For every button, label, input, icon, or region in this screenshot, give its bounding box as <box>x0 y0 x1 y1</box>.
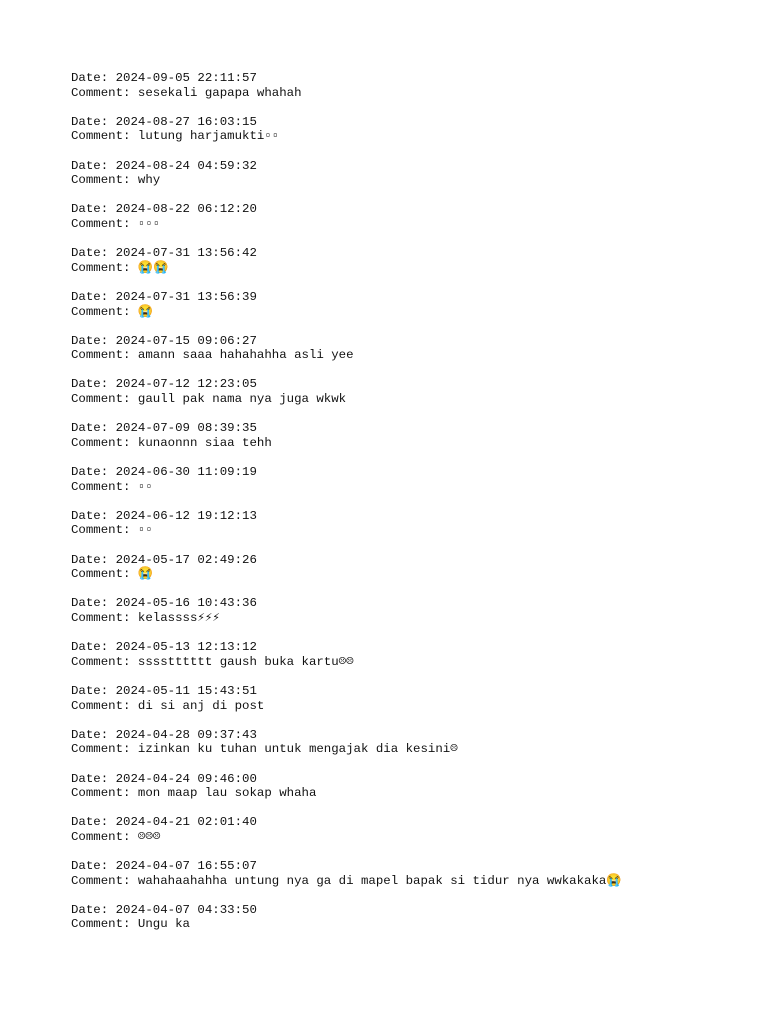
comment-label: Comment: <box>71 873 138 888</box>
comment-entry <box>71 246 751 275</box>
comment-label: Comment: <box>71 786 138 801</box>
comment-text: di si anj di post <box>137 698 265 713</box>
date-label: Date: <box>71 333 116 348</box>
date-value: 2024-04-07 04:33:50 <box>115 902 257 917</box>
date-value: 2024-06-30 11:09:19 <box>115 465 257 480</box>
entry-comment-line <box>71 129 751 144</box>
comment-text: Ungu ka <box>137 917 190 932</box>
comment-text: 😭😭 <box>137 260 169 275</box>
date-label: Date: <box>71 158 116 173</box>
comment-entry <box>71 596 751 625</box>
date-label: Date: <box>71 815 116 830</box>
comment-label: Comment: <box>71 829 138 844</box>
entry-date-line <box>71 859 751 874</box>
entry-date-line <box>71 246 751 261</box>
date-label: Date: <box>71 202 116 217</box>
date-label: Date: <box>71 508 116 523</box>
comment-entry <box>71 159 751 188</box>
comment-entry <box>71 509 751 538</box>
comment-text: kelassss⚡⚡⚡ <box>137 610 220 625</box>
date-value: 2024-08-24 04:59:32 <box>115 158 257 173</box>
comment-label: Comment: <box>71 260 138 275</box>
date-value: 2024-07-31 13:56:42 <box>115 246 257 261</box>
date-value: 2024-04-07 16:55:07 <box>115 859 257 874</box>
entry-date-line <box>71 772 751 787</box>
comment-text: ▫▫ <box>137 479 153 494</box>
entry-date-line <box>71 728 751 743</box>
date-value: 2024-05-16 10:43:36 <box>115 596 257 611</box>
date-label: Date: <box>71 596 116 611</box>
date-value: 2024-09-05 22:11:57 <box>115 71 257 85</box>
comment-label: Comment: <box>71 435 138 450</box>
comment-label: Comment: <box>71 392 138 407</box>
comment-log <box>71 71 751 947</box>
comment-text: wahahaahahha untung nya ga di mapel bapak si tidur nya wwkakaka😭 <box>137 873 622 888</box>
entry-comment-line <box>71 699 751 714</box>
comment-entry <box>71 903 751 932</box>
entry-comment-line <box>71 480 751 495</box>
entry-comment-line <box>71 830 751 845</box>
comment-label: Comment: <box>71 85 138 100</box>
entry-comment-line <box>71 436 751 451</box>
comment-label: Comment: <box>71 216 138 231</box>
comment-entry <box>71 772 751 801</box>
entry-comment-line <box>71 217 751 232</box>
comment-text: izinkan ku tuhan untuk mengajak dia kesini☹ <box>137 742 458 757</box>
comment-text: kunaonnn siaa tehh <box>137 435 272 450</box>
entry-comment-line <box>71 173 751 188</box>
date-value: 2024-05-11 15:43:51 <box>115 683 257 698</box>
entry-date-line <box>71 421 751 436</box>
date-label: Date: <box>71 377 116 392</box>
entry-date-line <box>71 202 751 217</box>
entry-date-line <box>71 159 751 174</box>
entry-comment-line <box>71 874 751 889</box>
comment-text: why <box>137 173 161 188</box>
comment-text: 😭 <box>137 567 154 582</box>
entry-comment-line <box>71 523 751 538</box>
comment-text: 😭 <box>137 304 154 319</box>
entry-date-line <box>71 640 751 655</box>
date-value: 2024-04-28 09:37:43 <box>115 727 257 742</box>
comment-text: lutung harjamukti▫▫ <box>137 129 280 144</box>
comment-entry <box>71 465 751 494</box>
entry-date-line <box>71 377 751 392</box>
comment-entry <box>71 859 751 888</box>
comment-label: Comment: <box>71 479 138 494</box>
entry-comment-line <box>71 742 751 757</box>
entry-date-line <box>71 71 751 86</box>
date-label: Date: <box>71 683 116 698</box>
entry-date-line <box>71 815 751 830</box>
comment-entry <box>71 334 751 363</box>
comment-entry <box>71 377 751 406</box>
date-value: 2024-06-12 19:12:13 <box>115 508 257 523</box>
date-value: 2024-08-22 06:12:20 <box>115 202 257 217</box>
comment-label: Comment: <box>71 742 138 757</box>
date-value: 2024-05-17 02:49:26 <box>115 552 257 567</box>
entry-date-line <box>71 596 751 611</box>
date-label: Date: <box>71 727 116 742</box>
date-value: 2024-04-21 02:01:40 <box>115 815 257 830</box>
entry-comment-line <box>71 261 751 276</box>
date-value: 2024-07-15 09:06:27 <box>115 333 257 348</box>
entry-date-line <box>71 465 751 480</box>
date-value: 2024-04-24 09:46:00 <box>115 771 257 786</box>
comment-text: ☹☹☹ <box>137 829 161 844</box>
comment-entry <box>71 115 751 144</box>
comment-entry <box>71 421 751 450</box>
entry-date-line <box>71 903 751 918</box>
comment-label: Comment: <box>71 523 138 538</box>
entry-comment-line <box>71 655 751 670</box>
comment-entry <box>71 202 751 231</box>
date-label: Date: <box>71 289 116 304</box>
comment-entry <box>71 71 751 100</box>
date-value: 2024-05-13 12:13:12 <box>115 640 257 655</box>
comment-label: Comment: <box>71 348 138 363</box>
comment-label: Comment: <box>71 567 138 582</box>
date-value: 2024-07-12 12:23:05 <box>115 377 257 392</box>
comment-entry <box>71 815 751 844</box>
comment-text: sssstttttt gaush buka kartu☹☹ <box>137 654 354 669</box>
entry-date-line <box>71 334 751 349</box>
date-label: Date: <box>71 114 116 129</box>
date-label: Date: <box>71 640 116 655</box>
date-label: Date: <box>71 552 116 567</box>
entry-comment-line <box>71 611 751 626</box>
comment-text: amann saaa hahahahha asli yee <box>137 348 354 363</box>
entry-date-line <box>71 290 751 305</box>
entry-comment-line <box>71 348 751 363</box>
comment-text: mon maap lau sokap whaha <box>137 786 317 801</box>
date-label: Date: <box>71 246 116 261</box>
date-label: Date: <box>71 421 116 436</box>
comment-text: gaull pak nama nya juga wkwk <box>137 392 347 407</box>
comment-entry <box>71 553 751 582</box>
entry-comment-line <box>71 917 751 932</box>
date-label: Date: <box>71 465 116 480</box>
date-label: Date: <box>71 902 116 917</box>
comment-entry <box>71 640 751 669</box>
comment-label: Comment: <box>71 173 138 188</box>
date-label: Date: <box>71 771 116 786</box>
date-value: 2024-07-31 13:56:39 <box>115 289 257 304</box>
comment-text: ▫▫▫ <box>137 216 161 231</box>
comment-label: Comment: <box>71 654 138 669</box>
comment-label: Comment: <box>71 129 138 144</box>
comment-label: Comment: <box>71 917 138 932</box>
comment-text: ▫▫ <box>137 523 153 538</box>
date-label: Date: <box>71 71 116 85</box>
entry-comment-line <box>71 86 751 101</box>
entry-date-line <box>71 509 751 524</box>
entry-date-line <box>71 684 751 699</box>
entry-comment-line <box>71 305 751 320</box>
comment-text: sesekali gapapa whahah <box>137 85 302 100</box>
entry-date-line <box>71 115 751 130</box>
entry-comment-line <box>71 786 751 801</box>
comment-label: Comment: <box>71 610 138 625</box>
comment-label: Comment: <box>71 698 138 713</box>
comment-entry <box>71 684 751 713</box>
date-value: 2024-07-09 08:39:35 <box>115 421 257 436</box>
comment-entry <box>71 728 751 757</box>
entry-date-line <box>71 553 751 568</box>
comment-entry <box>71 290 751 319</box>
entry-comment-line <box>71 567 751 582</box>
date-value: 2024-08-27 16:03:15 <box>115 114 257 129</box>
comment-label: Comment: <box>71 304 138 319</box>
date-label: Date: <box>71 859 116 874</box>
entry-comment-line <box>71 392 751 407</box>
